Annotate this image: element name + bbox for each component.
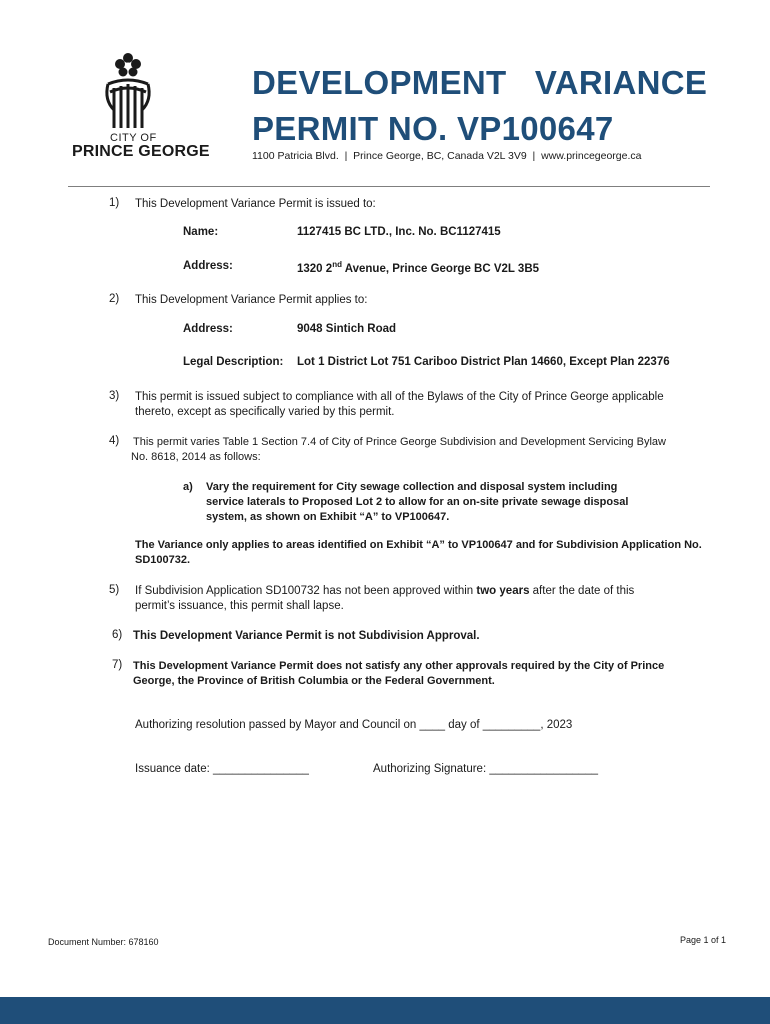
item-4-line1: This permit varies Table 1 Section 7.4 of City of Prince George Subdivision and Development Servicing Bylaw <box>133 436 666 448</box>
item-3-line1: This permit is issued subject to compliance with all of the Bylaws of the City of Prince George applicable <box>135 391 664 403</box>
item-4-sub-line1: Vary the requirement for City sewage collection and disposal system including <box>206 481 618 493</box>
item-4-sub-label: a) <box>183 481 193 493</box>
item-1-address-value: 1320 2nd Avenue, Prince George BC V2L 3B5 <box>297 260 540 275</box>
item-7-line1: This Development Variance Permit does not satisfy any other approvals required by the City of Prince <box>133 660 665 672</box>
authorizing-resolution: Authorizing resolution passed by Mayor and Council on ____ day of _________, 2023 <box>135 719 573 731</box>
item-4-sub-line2: service laterals to Proposed Lot 2 to allow for an on-site private sewage disposal <box>206 496 629 508</box>
item-4-line2: No. 8618, 2014 as follows: <box>131 451 261 463</box>
header-divider <box>68 186 710 187</box>
footer-bar <box>0 997 770 1024</box>
item-6-text: This Development Variance Permit is not Subdivision Approval. <box>133 630 480 642</box>
item-1-number: 1) <box>109 197 120 209</box>
item-2-number: 2) <box>109 293 120 305</box>
item-5-line1: If Subdivision Application SD100732 has not been approved within two years after the date of this <box>135 585 635 597</box>
document-number: Document Number: 678160 <box>48 937 159 947</box>
item-7-number: 7) <box>112 659 123 671</box>
item-2-legal-label: Legal Description: <box>183 356 284 368</box>
issuance-date-field: Issuance date: _______________ <box>135 763 309 775</box>
authorizing-signature-field: Authorizing Signature: _________________ <box>373 763 599 775</box>
item-4-note-line2: SD100732. <box>135 554 191 566</box>
item-4-note-line1: The Variance only applies to areas identified on Exhibit “A” to VP100647 and for Subdivision Application No. <box>135 539 702 551</box>
item-6-number: 6) <box>112 629 123 641</box>
page-title-line2: PERMIT NO. VP100647 <box>252 110 614 147</box>
page-title-line1: DEVELOPMENT VARIANCE <box>252 64 708 101</box>
city-address: 1100 Patricia Blvd. | Prince George, BC, Canada V2L 3V9 | www.princegeorge.ca <box>252 150 642 162</box>
item-1-text: This Development Variance Permit is issued to: <box>135 198 376 210</box>
logo-prince-george: PRINCE GEORGE <box>72 143 210 160</box>
item-2-text: This Development Variance Permit applies to: <box>135 294 368 306</box>
item-1-name-label: Name: <box>183 226 219 238</box>
item-2-address-label: Address: <box>183 323 233 335</box>
item-4-number: 4) <box>109 435 120 447</box>
item-5-number: 5) <box>109 584 120 596</box>
item-2-address-value: 9048 Sintich Road <box>297 323 397 335</box>
item-4-sub-line3: system, as shown on Exhibit “A” to VP100647. <box>206 511 450 523</box>
item-3-number: 3) <box>109 390 120 402</box>
logo-city-of: CITY OF <box>110 132 157 144</box>
item-2-legal-value: Lot 1 District Lot 751 Cariboo District Plan 14660, Except Plan 22376 <box>297 356 670 368</box>
item-7-line2: George, the Province of British Columbia or the Federal Government. <box>133 675 495 687</box>
item-1-address-label: Address: <box>183 260 233 272</box>
item-1-name-value: 1127415 BC LTD., Inc. No. BC1127415 <box>297 226 501 238</box>
item-3-line2: thereto, except as specifically varied by this permit. <box>135 406 395 418</box>
item-5-line2: permit’s issuance, this permit shall lapse. <box>135 600 344 612</box>
page-number: Page 1 of 1 <box>680 935 727 945</box>
